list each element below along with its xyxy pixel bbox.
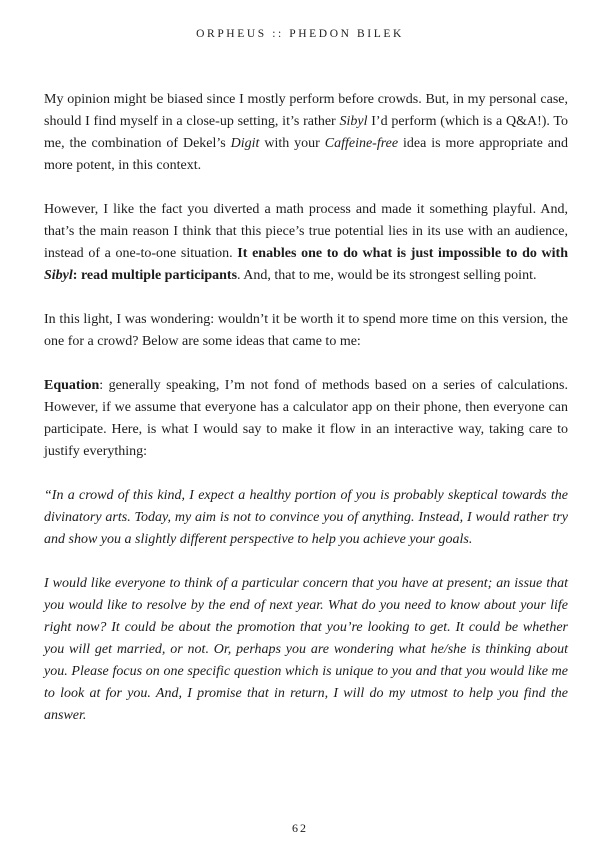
- text-run: idea is more appropriate and more potent, in this context.: [44, 136, 568, 173]
- paragraph-4: [44, 375, 568, 463]
- italic-term: Digit: [230, 136, 260, 151]
- page-body: [44, 89, 568, 727]
- text-run: I’d perform (which is a Q&A!). To me, the combination of Dekel’s: [44, 114, 568, 151]
- quote-paragraph-1: “In a crowd of this kind, I expect a healthy portion of you is probably skeptical towards the divinatory arts. Today, my aim is not to convince you of anything. Instead, I would rather try and show you a slightly different perspective to help you achieve your goals.: [44, 488, 568, 547]
- text-run: : read multiple participants: [72, 268, 238, 283]
- italic-term: Sibyl: [339, 114, 368, 129]
- italic-term: Sibyl: [44, 268, 73, 283]
- text-run: However, I like the fact you diverted a math process and made it something playful. And, that’s the main reason I think that this piece’s true potential lies in its use with an audience, instead of a one-to-one situation.: [44, 202, 568, 261]
- paragraph-2: [44, 199, 568, 287]
- text-run: . And, that to me, would be its strongest selling point.: [237, 268, 537, 283]
- text-run: My opinion might be biased since I mostly perform before crowds. But, in my personal case, should I find myself in a close-up setting, it’s rather: [44, 92, 568, 129]
- section-label: Equation: [44, 378, 100, 393]
- paragraph-3: In this light, I was wondering: wouldn’t it be worth it to spend more time on this version, the one for a crowd? Below are some ideas that came to me:: [44, 312, 568, 349]
- text-run: : generally speaking, I’m not fond of methods based on a series of calculations. However, if we assume that everyone has a calculator app on their phone, then everyone can participate. Here, is what I would say to make it flow in an interactive way, taking care to justify everything:: [44, 378, 568, 459]
- running-header: ORPHEUS :: PHEDON BILEK: [196, 28, 404, 40]
- italic-term: Caffeine-free: [324, 136, 399, 151]
- page-number: 62: [292, 821, 308, 835]
- text-run: It enables one to do what is just impossible to do with: [237, 246, 568, 261]
- quote-paragraph-2: I would like everyone to think of a particular concern that you have at present; an issue that you would like to resolve by the end of next year. What do you need to know about your life right now? It could be about the promotion that you’re looking to get. It could be whether you will get married, or not. Or, perhaps you are wondering what he/she is thinking about you. Please focus on one specific question which is unique to you and that you would like me to look at for you. And, I promise that in return, I will do my utmost to help you find the answer.: [44, 576, 568, 723]
- paragraph-1: [44, 89, 568, 177]
- text-run: with your: [259, 136, 325, 151]
